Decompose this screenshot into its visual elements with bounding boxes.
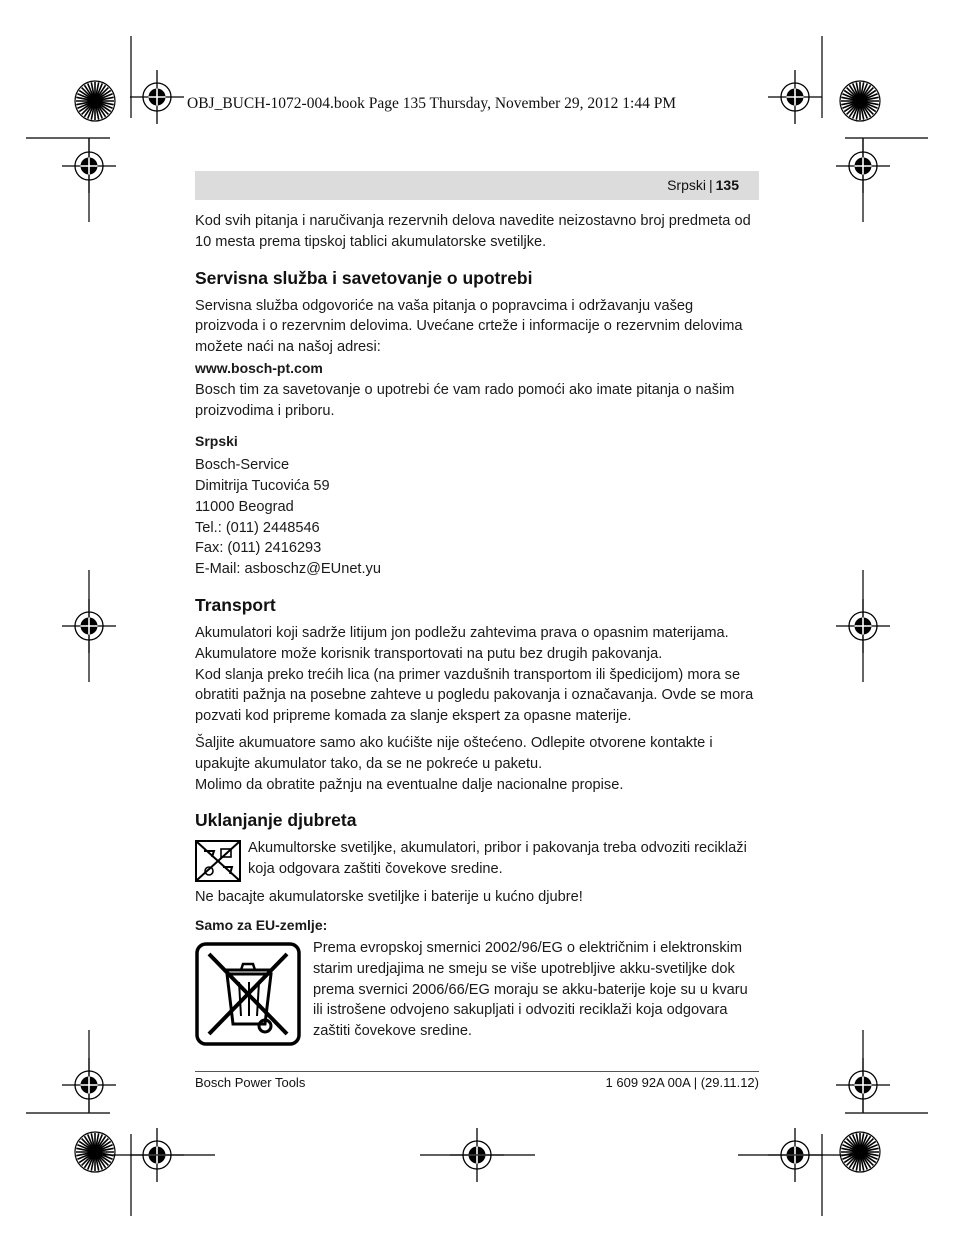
address-line: Bosch-Service [195,457,290,474]
address-fax: Fax: (011) 2416293 [195,540,322,557]
header-separator: | [709,177,713,193]
household-waste-warning: Ne bacajte akumulatorske svetiljke i baterije u kućno djubre! [195,889,583,906]
recycling-notice [195,838,759,882]
address-country: Srpski [195,433,238,450]
eu-directive-text: Prema evropskoj smernici 2002/96/EG o električnim i elektronskim starim uredjajima ne smeju se više upotrebljive akku-svetiljke dok prema svernici 2006/66/EG moraju se akku-baterije koje su u kvaru ili istrošene odvojeno sakupljati i odvoziti reciklaži koja odgovara zaštiti čovekove sredine. [313,939,748,1040]
footer-brand: Bosch Power Tools [195,1075,306,1090]
footer-doc-number: 1 609 92A 00A | (29.11.12) [605,1075,759,1090]
address-line: Dimitrija Tucovića 59 [195,477,330,494]
recycling-text: Akumultorske svetiljke, akumulatori, pribor i pakovanja treba odvoziti reciklaži koja odgovara zaštiti čovekove sredine. [248,840,747,878]
bosch-website-link[interactable]: www.bosch-pt.com [195,359,323,376]
eu-heading: Samo za EU-zemlje: [195,917,328,934]
transport-heading: Transport [195,594,276,615]
intro-paragraph: Kod svih pitanja i naručivanja rezervnih delova navedite neizostavno broj predmeta od 10 mesta prema tipskoj tablici akumulatorske svetiljke. [195,213,751,250]
address-phone: Tel.: (011) 2448546 [195,519,320,536]
transport-paragraph-1: Akumulatori koji sadrže litijum jon podležu zahtevima prava o opasnim materijama. Akumulatore može korisnik transportovati na putu bez drugih pakovanja. [195,624,729,662]
service-heading: Servisna služba i savetovanje o upotrebi [195,267,533,288]
service-paragraph-2: Bosch tim za savetovanje o upotrebi će vam rado pomoći ako imate pitanja o našim proizvodima i priboru. [195,381,735,419]
transport-paragraph-2: Kod slanja preko trećih lica (na primer vazdušnih transportom ili špedicijom) mora se obratiti pažnja na posebne zahteve u pogledu pakovanja i označavanja. Ovde se mora pozvati kod pripreme komada za slanje ekspert za opasne materije. [195,666,754,725]
transport-paragraph-3: Šaljite akumuatore samo ako kućište nije oštećeno. Odlepite otvorene kontakte i upakujte akumulator tako, da se ne pokreće u paketu. [195,734,713,772]
crossed-out-wheelie-bin-icon [195,942,301,1046]
disposal-heading: Uklanjanje djubreta [195,810,357,831]
footer-divider [195,1071,759,1072]
address-email: E-Mail: asboschz@EUnet.yu [195,561,381,578]
recycling-symbol-icon [195,840,241,882]
header-language: Srpski [667,177,706,193]
service-paragraph-1: Servisna služba odgovoriće na vaša pitanja o popravcima i održavanju vašeg proizvoda i o rezervnim delovima. Uvećane crteže i informacije o rezervnim delovima možete naći na našoj adresi: [195,297,743,356]
page-number: 135 [715,177,739,193]
print-slug-line: OBJ_BUCH-1072-004.book Page 135 Thursday, November 29, 2012 1:44 PM [187,95,677,112]
service-address [195,455,759,580]
page-header [195,171,759,200]
transport-paragraph-4: Molimo da obratite pažnju na eventualne dalje nacionalne propise. [195,776,624,793]
header-text [667,177,739,193]
address-line: 11000 Beograd [195,498,294,515]
eu-disposal-notice [195,938,759,1046]
page-content [195,211,759,1046]
